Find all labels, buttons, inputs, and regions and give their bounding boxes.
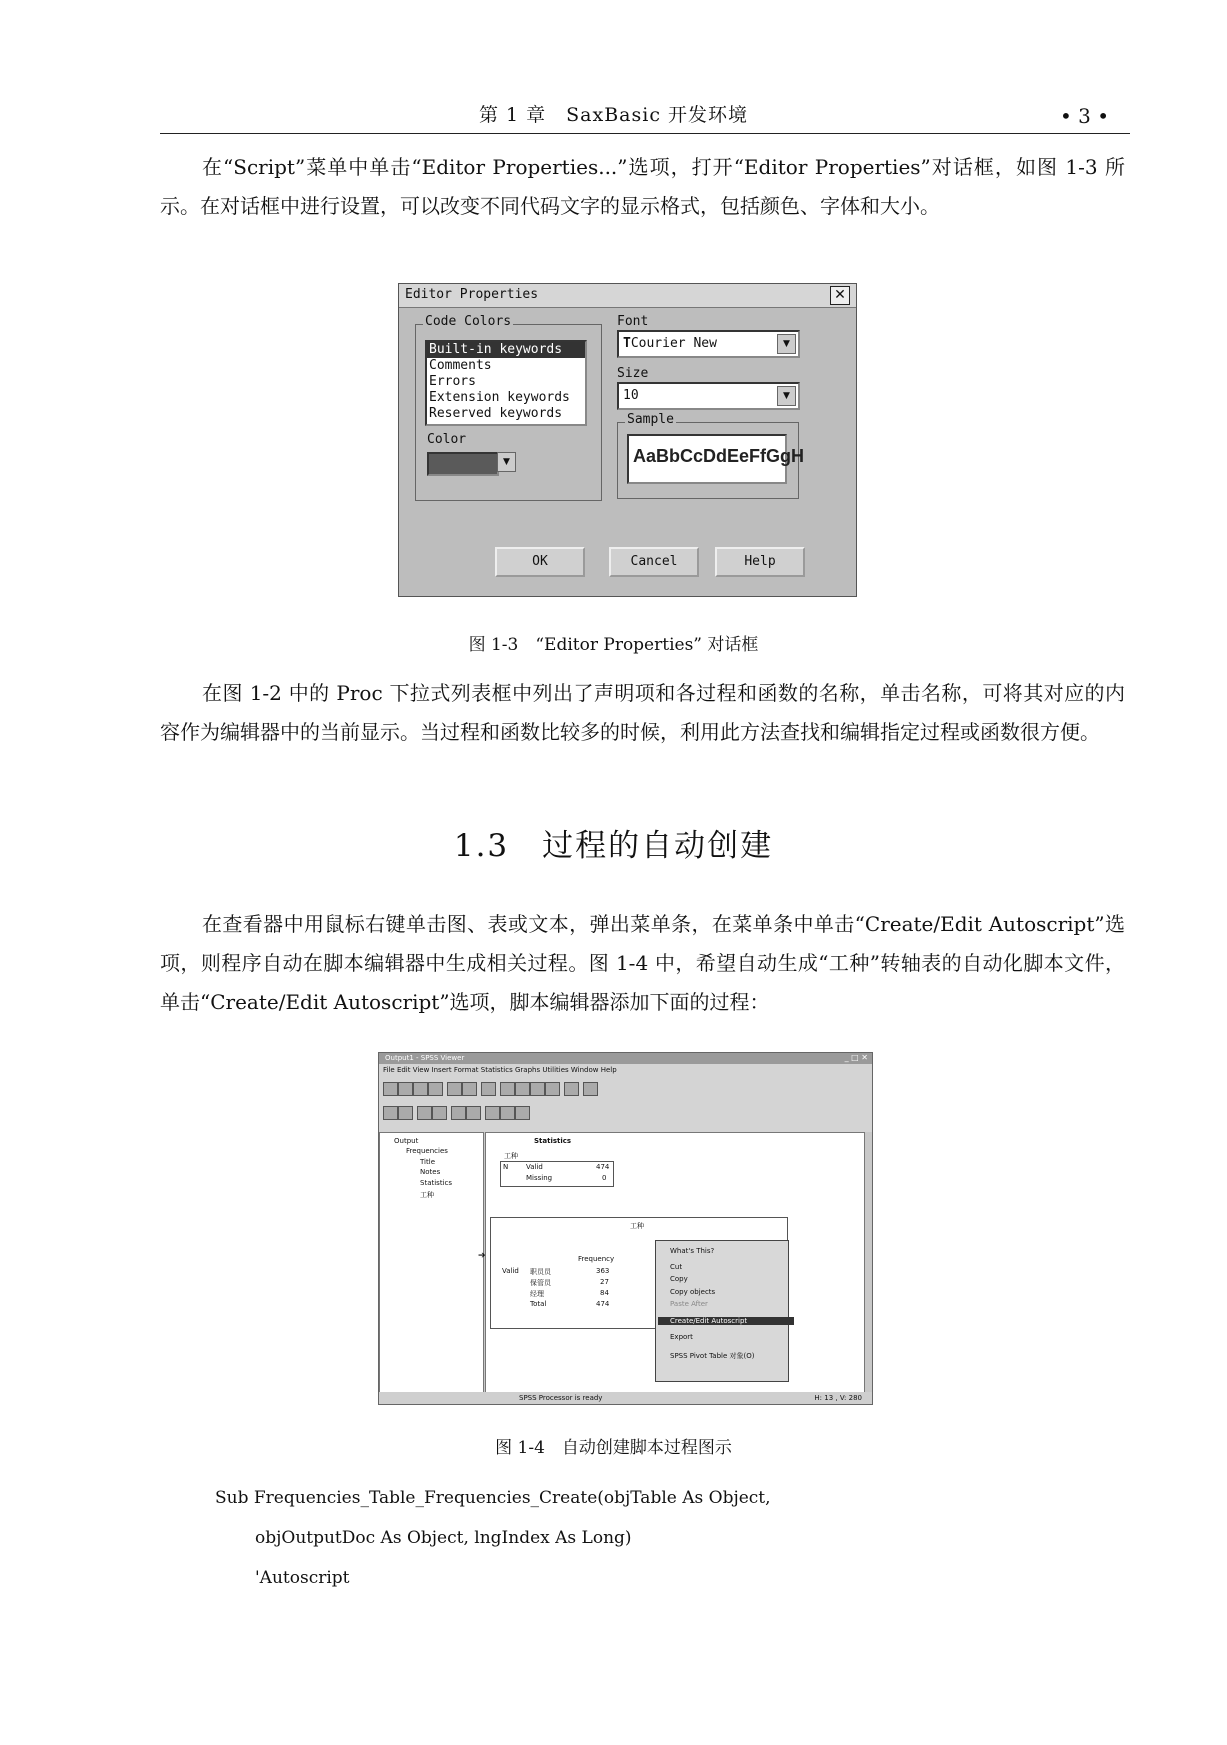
table-cell: Missing — [526, 1174, 553, 1182]
menu-item-paste-after[interactable]: Paste After — [670, 1300, 708, 1308]
menu-item-export[interactable]: Export — [670, 1333, 693, 1341]
find-icon[interactable] — [530, 1082, 545, 1096]
list-item[interactable]: Extension keywords — [429, 390, 570, 405]
status-position: H: 13 , V: 280 — [814, 1394, 862, 1402]
variables-icon[interactable] — [515, 1082, 530, 1096]
sample-text: AaBbCcDdEeFfGgH — [633, 446, 805, 466]
status-bar — [379, 1392, 872, 1404]
tree-item[interactable]: Title — [420, 1158, 436, 1166]
export-icon[interactable] — [447, 1082, 462, 1096]
color-dropdown[interactable] — [427, 452, 510, 476]
code-line: Sub Frequencies_Table_Frequencies_Create(objTable As Object, — [215, 1488, 771, 1508]
code-colors-label: Code Colors — [425, 314, 512, 329]
tree-item[interactable]: Frequencies — [406, 1147, 448, 1155]
editor-properties-dialog — [398, 283, 857, 597]
code-line: 'Autoscript — [255, 1568, 350, 1588]
statistics-variable: 工种 — [504, 1152, 518, 1160]
status-text: SPSS Processor is ready — [519, 1394, 603, 1402]
row-value: 27 — [600, 1278, 609, 1286]
figure-caption-1-3: 图 1-3 “Editor Properties” 对话框 — [468, 635, 759, 655]
row-label: 经理 — [530, 1290, 544, 1298]
row-group-label: Valid — [502, 1267, 519, 1275]
back-icon[interactable] — [383, 1106, 398, 1120]
chevron-down-icon[interactable]: ▼ — [497, 452, 516, 472]
size-value: 10 — [623, 388, 639, 403]
code-colors-list[interactable] — [425, 340, 587, 426]
paragraph-editor-properties: 在“Script”菜单中单击“Editor Properties...”选项，打开“Editor Properties”对话框，如图 1-3 所示。在对话框中进行设置，可以改变不同代码文字的显示格式，包括颜色、字体和大小。 — [160, 155, 1125, 218]
tree-item[interactable]: Output — [394, 1137, 419, 1145]
cancel-button[interactable]: Cancel — [609, 547, 699, 577]
select-cases-icon[interactable] — [564, 1082, 579, 1096]
insert-cases-icon[interactable] — [545, 1082, 560, 1096]
chevron-down-icon[interactable]: ▼ — [777, 386, 796, 406]
menu-item-copy[interactable]: Copy — [670, 1275, 688, 1283]
expand-icon[interactable] — [451, 1106, 466, 1120]
show-icon[interactable] — [485, 1106, 500, 1120]
size-label: Size — [617, 366, 649, 381]
font-label: Font — [617, 314, 649, 329]
ok-button[interactable]: OK — [495, 547, 585, 577]
code-line: objOutputDoc As Object, lngIndex As Long) — [255, 1528, 632, 1548]
row-label: Total — [530, 1300, 547, 1308]
list-item[interactable]: Comments — [429, 358, 492, 373]
menu-item-whats-this[interactable]: What's This? — [670, 1247, 715, 1255]
row-label: 保管员 — [530, 1279, 551, 1287]
value-labels-icon[interactable] — [583, 1082, 598, 1096]
help-button[interactable]: Help — [715, 547, 805, 577]
table-cell: 0 — [602, 1174, 607, 1182]
tree-item[interactable]: Statistics — [420, 1179, 452, 1187]
figure-caption-1-4: 图 1-4 自动创建脚本过程图示 — [495, 1438, 732, 1458]
page-number: • 3 • — [1060, 104, 1110, 128]
tree-item[interactable]: 工种 — [420, 1191, 434, 1199]
tree-item[interactable]: Notes — [420, 1168, 441, 1176]
preview-icon[interactable] — [428, 1082, 443, 1096]
undo-icon[interactable] — [481, 1082, 496, 1096]
statistics-title: Statistics — [534, 1137, 572, 1145]
menu-item-create-edit-autoscript[interactable]: Create/Edit Autoscript — [658, 1317, 794, 1325]
menu-item-cut[interactable]: Cut — [670, 1263, 683, 1271]
color-label: Color — [427, 432, 467, 447]
context-menu — [655, 1240, 789, 1382]
sample-preview — [627, 434, 805, 484]
running-header-title: 第 1 章 SaxBasic 开发环境 — [478, 104, 749, 126]
table-cell: 474 — [596, 1163, 610, 1171]
print-icon[interactable] — [413, 1082, 428, 1096]
window-controls-icon[interactable]: _ □ ✕ — [844, 1053, 868, 1062]
selection-arrow-icon: ➔ — [478, 1251, 486, 1261]
header-rule — [160, 133, 1130, 134]
outline-tree-pane[interactable] — [379, 1132, 484, 1394]
paragraph-autoscript: 在查看器中用鼠标右键单击图、表或文本，弹出菜单条，在菜单条中单击“Create/Edit Autoscript”选项，则程序自动在脚本编辑器中生成相关过程。图 1-4 中，希望自动生成“工种”转轴表的自动化脚本文件，单击“Create/Edit Autoscript”选项，脚本编辑器添加下面的过程： — [160, 912, 1125, 1014]
window-title-bar — [379, 1053, 872, 1064]
sample-label: Sample — [627, 412, 674, 427]
list-item[interactable]: Built-in keywords — [427, 342, 585, 358]
list-item[interactable]: Errors — [429, 374, 476, 389]
frequency-table-title: 工种 — [630, 1222, 644, 1230]
row-label: 职员员 — [530, 1268, 551, 1276]
menu-items[interactable]: File Edit View Insert Format Statistics Graphs Utilities Window Help — [383, 1066, 617, 1074]
paragraph-proc-list: 在图 1-2 中的 Proc 下拉式列表框中列出了声明项和各过程和函数的名称，单击名称，可将其对应的内容作为编辑器中的当前显示。当过程和函数比较多的时候，利用此方法查找和编辑指定过程或函数很方便。 — [160, 681, 1125, 744]
promote-icon[interactable] — [417, 1106, 432, 1120]
row-value: 474 — [596, 1300, 610, 1308]
menu-item-pivot-table-object[interactable]: SPSS Pivot Table 对象(O) — [670, 1352, 755, 1360]
column-header: Frequency — [578, 1255, 615, 1263]
window-title: Output1 - SPSS Viewer — [385, 1054, 465, 1062]
dialog-title: Editor Properties — [405, 287, 539, 302]
close-icon[interactable]: ✕ — [830, 286, 850, 305]
demote-icon[interactable] — [432, 1106, 447, 1120]
dialog-recall-icon[interactable] — [462, 1082, 477, 1096]
row-value: 84 — [600, 1289, 609, 1297]
table-cell: N — [503, 1163, 509, 1171]
section-title: 1.3 过程的自动创建 — [453, 828, 774, 864]
truetype-icon: T — [623, 336, 631, 351]
row-value: 363 — [596, 1267, 610, 1275]
font-dropdown[interactable] — [617, 330, 800, 358]
toolbar — [379, 1076, 872, 1132]
list-item[interactable]: Reserved keywords — [429, 406, 563, 421]
forward-icon[interactable] — [398, 1106, 413, 1120]
menu-item-copy-objects[interactable]: Copy objects — [670, 1288, 716, 1296]
dialog-title-bar — [399, 284, 856, 308]
open-icon[interactable] — [383, 1082, 398, 1096]
hide-icon[interactable] — [500, 1106, 515, 1120]
collapse-icon[interactable] — [466, 1106, 481, 1120]
menu-bar[interactable] — [379, 1064, 872, 1076]
insert-heading-icon[interactable] — [515, 1106, 530, 1120]
goto-chart-icon[interactable] — [500, 1082, 515, 1096]
chevron-down-icon[interactable]: ▼ — [777, 334, 796, 354]
font-value: Courier New — [630, 336, 717, 351]
save-icon[interactable] — [398, 1082, 413, 1096]
spss-viewer-window — [378, 1052, 873, 1405]
size-dropdown[interactable] — [617, 382, 800, 410]
table-cell: Valid — [526, 1163, 543, 1171]
